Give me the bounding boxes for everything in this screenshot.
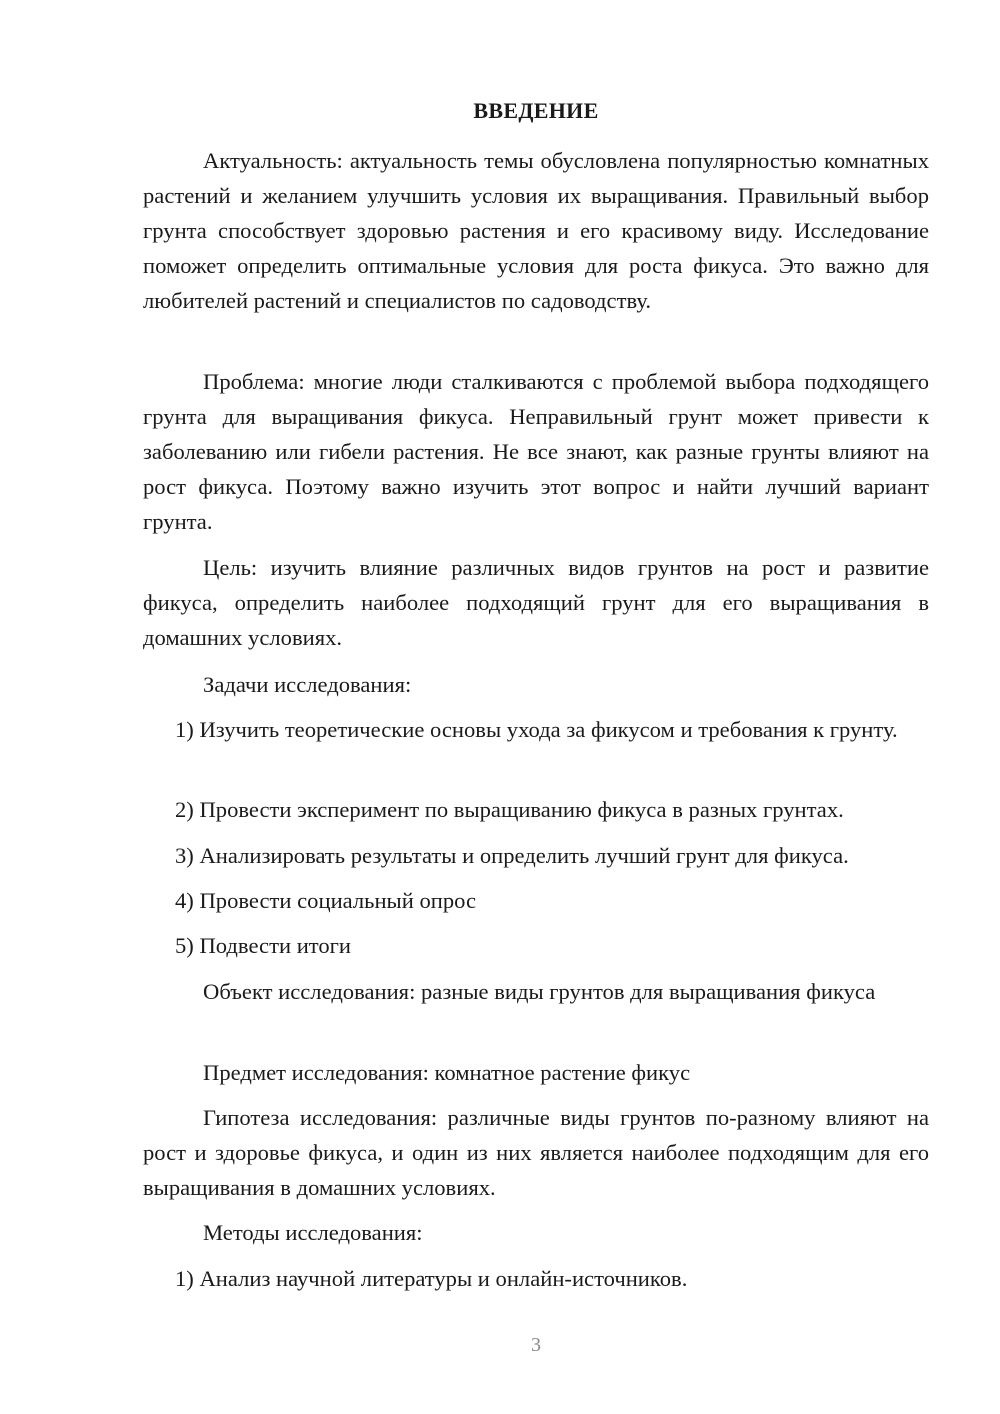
- task-item-3: 3) Анализировать результаты и определить лучший грунт для фикуса.: [175, 843, 849, 868]
- task-item-2: 2) Провести эксперимент по выращиванию фикуса в разных грунтах.: [175, 797, 844, 822]
- hypothesis-paragraph: Гипотеза исследования: различные виды грунтов по-разному влияют на рост и здоровье фикуса, и один из них является наиболее подходящим для его выращивания в домашних условиях.: [143, 1105, 929, 1200]
- page-number: 3: [531, 1334, 541, 1356]
- task-item-1: 1) Изучить теоретические основы ухода за фикусом и требования к грунту.: [175, 717, 898, 742]
- section-heading: ВВЕДЕНИЕ: [473, 98, 599, 123]
- subject-paragraph: Предмет исследования: комнатное растение фикус: [203, 1060, 691, 1085]
- method-item-1: 1) Анализ научной литературы и онлайн-источников.: [175, 1266, 688, 1291]
- relevance-paragraph: Актуальность: актуальность темы обусловлена популярностью комнатных растений и желанием улучшить условия их выращивания. Правильный выбор грунта способствует здоровью растения и его красивому виду. Исследование поможет определить оптимальные условия для роста фикуса. Это важно для любителей растений и специалистов по садоводству.: [143, 148, 929, 313]
- methods-heading: Методы исследования:: [203, 1220, 423, 1245]
- task-item-5: 5) Подвести итоги: [175, 933, 352, 958]
- task-item-4: 4) Провести социальный опрос: [175, 888, 477, 913]
- object-paragraph: Объект исследования: разные виды грунтов для выращивания фикуса: [203, 979, 876, 1004]
- tasks-heading: Задачи исследования:: [203, 672, 412, 697]
- goal-paragraph: Цель: изучить влияние различных видов грунтов на рост и развитие фикуса, определить наиболее подходящий грунт для его выращивания в домашних условиях.: [143, 555, 929, 650]
- problem-paragraph: Проблема: многие люди сталкиваются с проблемой выбора подходящего грунта для выращивания фикуса. Неправильный грунт может привести к заболеванию или гибели растения. Не все знают, как разные грунты влияют на рост фикуса. Поэтому важно изучить этот вопрос и найти лучший вариант грунта.: [143, 369, 929, 534]
